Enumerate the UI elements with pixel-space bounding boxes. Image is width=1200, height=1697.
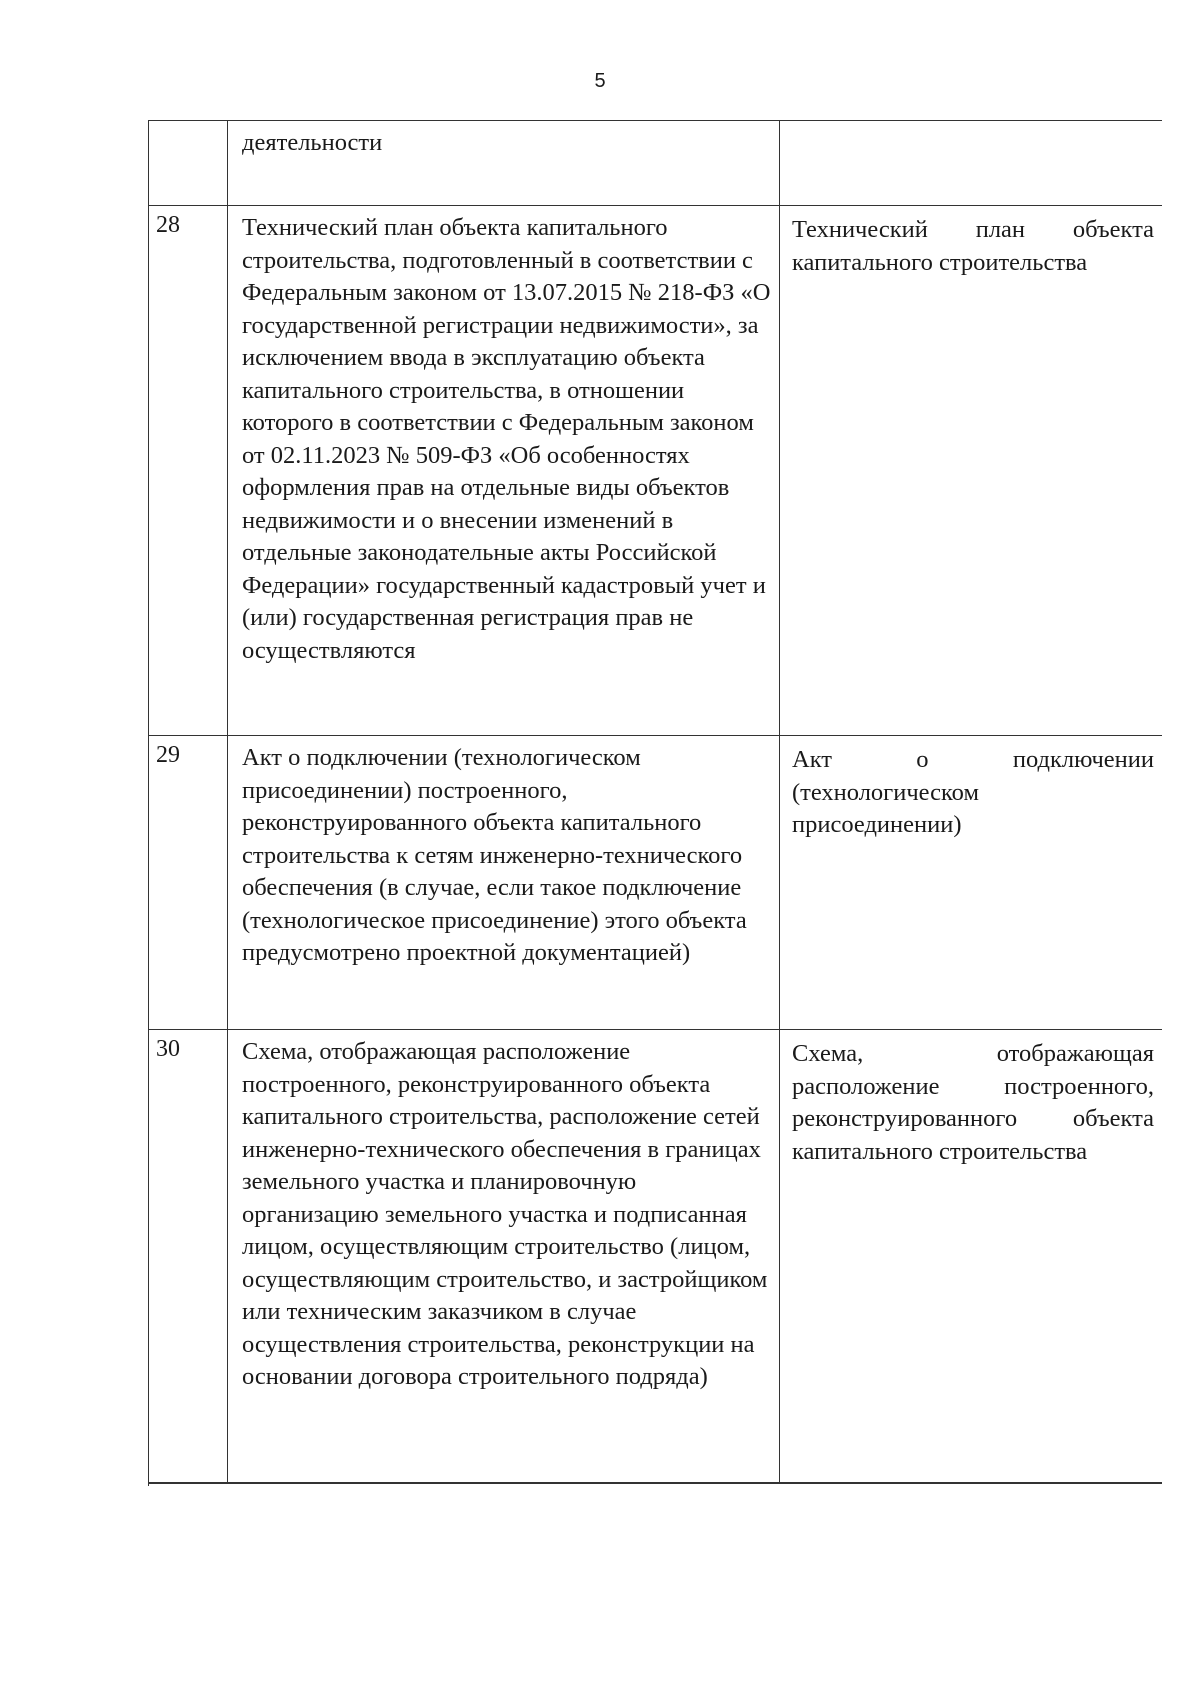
page-number: 5 bbox=[594, 70, 606, 92]
row-number: 28 bbox=[148, 206, 228, 735]
table-row bbox=[148, 1029, 1162, 1484]
document-name: Технический план объекта капитального строительства bbox=[792, 216, 1154, 276]
document-name: Схема, отображающая расположение построенного, реконструированного объекта капитального строительства bbox=[792, 1040, 1154, 1165]
table-row bbox=[148, 735, 1162, 1029]
documents-table bbox=[148, 120, 1162, 1484]
document-description: Акт о подключении (технологическом присоединении) построенного, реконструированного объекта капитального строительства к сетям инженерно-технического обеспечения (в случае, если такое подключение (технологическое присоединение) этого объекта предусмотрено проектной документацией) bbox=[228, 736, 780, 1029]
document-description: Схема, отображающая расположение построенного, реконструированного объекта капитального строительства, расположение сетей инженерно-технического обеспечения в границах земельного участка и планировочную организацию земельного участка и подписанная лицом, осуществляющим строительство (лицом, осуществляющим строительство, и застройщиком или техническим заказчиком в случае осуществления строительства, реконструкции на основании договора строительного подряда) bbox=[228, 1030, 780, 1482]
document-description: Технический план объекта капитального строительства, подготовленный в соответствии с Федеральным законом от 13.07.2015 № 218-ФЗ «О государственной регистрации недвижимости», за исключением ввода в эксплуатацию объекта капитального строительства, в отношении которого в соответствии с Федеральным законом от 02.11.2023 № 509-ФЗ «Об особенностях оформления прав на отдельные виды объектов недвижимости и о внесении изменений в отдельные законодательные акты Российской Федерации» государственный кадастровый учет и (или) государственная регистрация прав не осуществляются bbox=[228, 206, 780, 735]
row-number bbox=[148, 121, 228, 205]
table-row bbox=[148, 205, 1162, 735]
document-name bbox=[780, 121, 1162, 205]
row-number: 29 bbox=[148, 736, 228, 1029]
row-number: 30 bbox=[148, 1030, 228, 1482]
document-name: Акт о подключении (технологическом присоединении) bbox=[792, 746, 1154, 838]
document-description: деятельности bbox=[228, 121, 780, 205]
table-row bbox=[148, 120, 1162, 205]
